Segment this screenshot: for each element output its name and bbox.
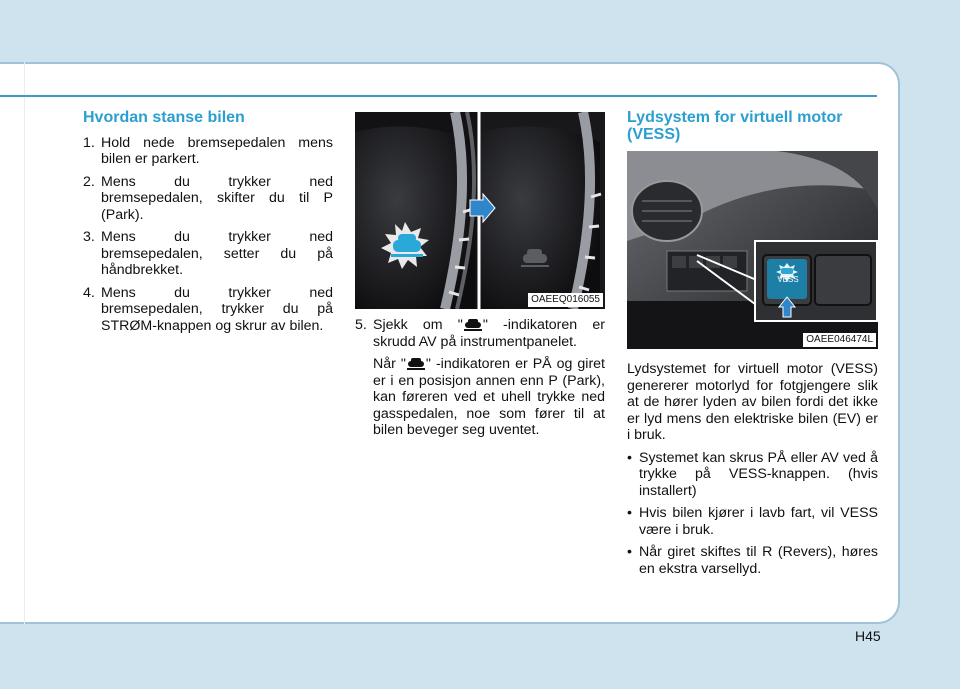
- vess-button-label: VESS: [777, 275, 799, 284]
- car-indicator-icon: [406, 358, 426, 370]
- section-title-stop: Hvordan stanse bilen: [83, 109, 245, 126]
- page-number: H45: [855, 628, 881, 644]
- figure-caption-cluster: OAEEQ016055: [528, 293, 603, 307]
- step-1: 1. Hold nede bremsepedalen mens bilen er parkert.: [83, 134, 333, 167]
- cluster-figure: [355, 112, 605, 309]
- step-3: 3. Mens du trykker ned bremsepedalen, setter du på håndbrekket.: [83, 229, 333, 278]
- cluster-illustration: [355, 112, 605, 309]
- column-middle: [355, 112, 605, 439]
- column-left: [83, 110, 333, 340]
- vess-bullet-1: • Systemet kan skrus PÅ eller AV ved å trykke på VESS-knappen. (hvis installert): [627, 449, 878, 499]
- car-indicator-icon: [463, 319, 483, 331]
- vess-intro: Lydsystemet for virtuell motor (VESS) genererer motorlyd for fotgjengere slik at de hører lyden av bilen fordi det ikke er lyd mens den elektriske bilen (EV) er i bruk.: [627, 361, 878, 443]
- figure-caption-vess: OAEE046474L: [803, 333, 876, 347]
- step-5: 5. Sjekk om " " -indikatoren er skrudd AV på instrumentpanelet.: [355, 317, 605, 350]
- step-5-note: Når " " -indikatoren er PÅ og giret er i en posisjon annen enn P (Park), kan føreren ved et uhell trykke ned gasspedalen, noe som fører til at bilen beveger seg uventet.: [373, 356, 606, 438]
- section-title-vess: Lydsystem for virtuell motor (VESS): [627, 109, 843, 143]
- step-4: 4. Mens du trykker ned bremsepedalen, trykker du på STRØM-knappen og skrur av bilen.: [83, 284, 333, 334]
- header-rule: [0, 95, 877, 97]
- vess-figure: [627, 151, 878, 349]
- step-2: 2. Mens du trykker ned bremsepedalen, skifter du til P (Park).: [83, 173, 333, 223]
- margin-line: [24, 62, 25, 624]
- dashboard-illustration: [627, 151, 878, 349]
- vess-bullet-3: • Når giret skiftes til R (Revers), høres en ekstra varsellyd.: [627, 544, 878, 577]
- stop-steps-list: [83, 135, 333, 335]
- vess-bullet-2: • Hvis bilen kjører i lavb fart, vil VESS være i bruk.: [627, 505, 878, 538]
- column-right: [627, 110, 878, 577]
